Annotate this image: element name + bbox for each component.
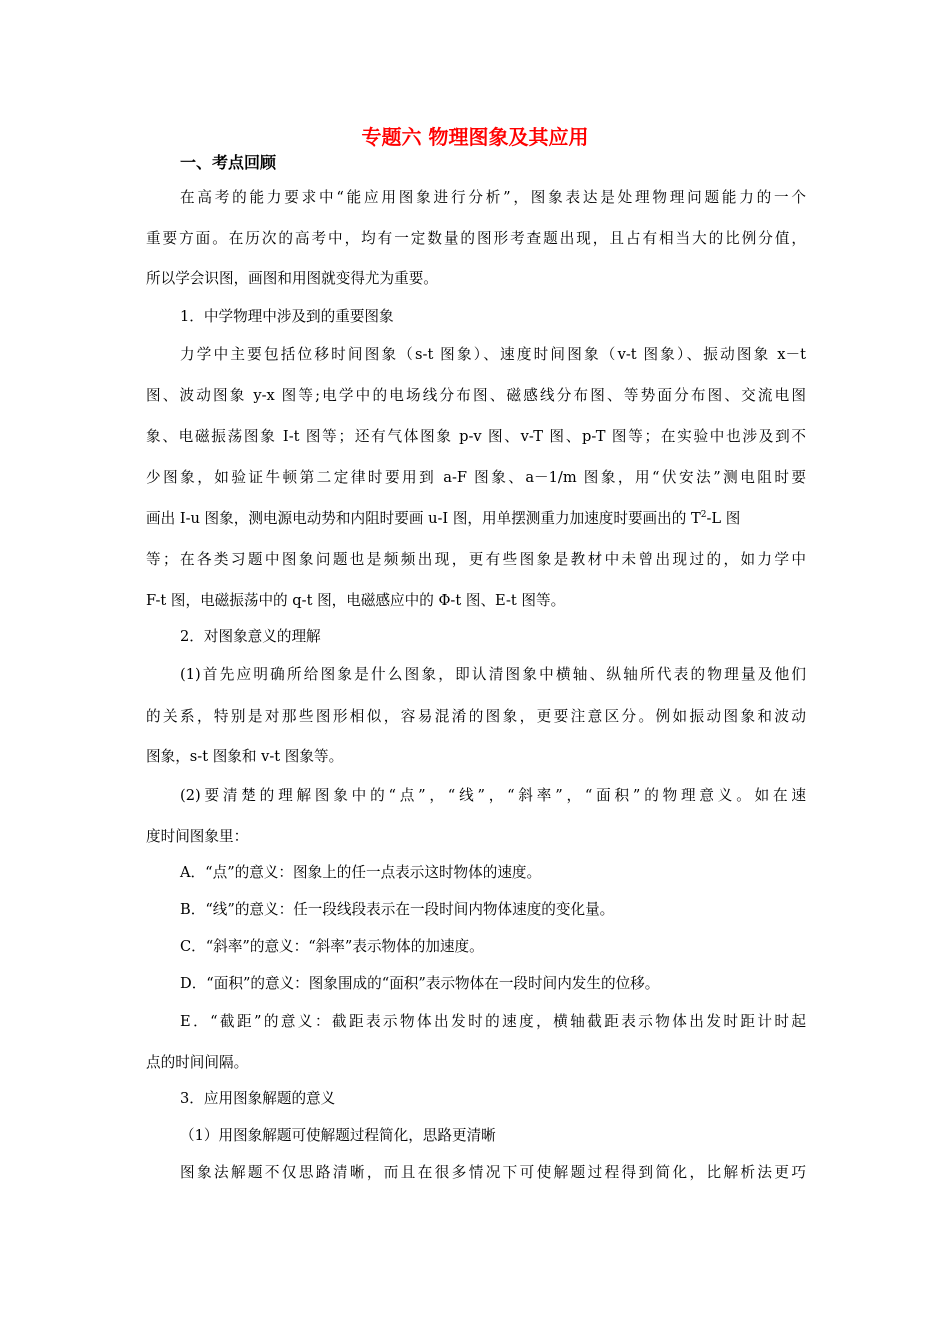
item-heading: 3．应用图象解题的意义 bbox=[180, 1090, 336, 1107]
paragraph-line bbox=[146, 508, 740, 530]
paragraph-line: 重要方面。在历次的高考中，均有一定数量的图形考查题出现，且占有相当大的比例分值， bbox=[146, 230, 806, 247]
sub-heading: （1）用图象解题可使解题过程简化，思路更清晰 bbox=[180, 1127, 496, 1144]
document-title: 专题六 物理图象及其应用 bbox=[361, 125, 589, 149]
paragraph-line: 力学中主要包括位移时间图象（s-t 图象）、速度时间图象（v-t 图象）、振动图象 x－t bbox=[180, 346, 806, 363]
paragraph-line-tail: -L 图 bbox=[706, 510, 741, 527]
paragraph-line: 的关系，特别是对那些图形相似，容易混淆的图象，更要注意区分。例如振动图象和波动 bbox=[146, 708, 806, 725]
section-heading: 一、考点回顾 bbox=[180, 153, 277, 172]
list-item: B．“线”的意义：任一段线段表示在一段时间内物体速度的变化量。 bbox=[180, 901, 615, 918]
item-heading: 1．中学物理中涉及到的重要图象 bbox=[180, 308, 394, 325]
paragraph-line: (1)首先应明确所给图象是什么图象，即认清图象中横轴、纵轴所代表的物理量及他们 bbox=[180, 666, 806, 683]
paragraph-line-text: 画出 I-u 图象，测电源电动势和内阻时要画 u-I 图，用单摆测重力加速度时要画出的 T bbox=[146, 510, 701, 527]
paragraph-line: (2)要清楚的理解图象中的“点”，“线”，“斜率”，“面积”的物理意义。如在速 bbox=[180, 787, 806, 804]
paragraph-line: F-t 图，电磁振荡中的 q-t 图，电磁感应中的 Φ-t 图、E-t 图等。 bbox=[146, 592, 566, 609]
list-item: E．“截距”的意义：截距表示物体出发时的速度，横轴截距表示物体出发时距计时起 bbox=[180, 1013, 806, 1030]
paragraph-line: 图、波动图象 y-x 图等;电学中的电场线分布图、磁感线分布图、等势面分布图、交流电图 bbox=[146, 387, 806, 404]
paragraph-line: 少图象，如验证牛顿第二定律时要用到 a-F 图象、a－1/m 图象，用“伏安法”测电阻时要 bbox=[146, 469, 806, 486]
paragraph-line: 度时间图象里： bbox=[146, 828, 249, 845]
paragraph-line: 所以学会识图，画图和用图就变得尤为重要。 bbox=[146, 270, 438, 287]
paragraph-line: 图象，s-t 图象和 v-t 图象等。 bbox=[146, 748, 344, 765]
item-heading: 2．对图象意义的理解 bbox=[180, 628, 321, 645]
paragraph-line: 图象法解题不仅思路清晰，而且在很多情况下可使解题过程得到简化，比解析法更巧 bbox=[180, 1164, 806, 1181]
list-item-continuation: 点的时间间隔。 bbox=[146, 1054, 249, 1071]
paragraph-line: 等；在各类习题中图象问题也是频频出现，更有些图象是教材中未曾出现过的，如力学中 bbox=[146, 551, 806, 568]
superscript: 2 bbox=[700, 510, 707, 521]
list-item: A．“点”的意义：图象上的任一点表示这时物体的速度。 bbox=[180, 864, 542, 881]
paragraph-line: 象、电磁振荡图象 I-t 图等；还有气体图象 p-v 图、v-T 图、p-T 图等；在实验中也涉及到不 bbox=[146, 428, 806, 445]
list-item: D．“面积”的意义：图象围成的“面积”表示物体在一段时间内发生的位移。 bbox=[180, 975, 660, 992]
paragraph-line: 在高考的能力要求中“能应用图象进行分析”，图象表达是处理物理问题能力的一个 bbox=[180, 189, 806, 206]
list-item: C．“斜率”的意义：“斜率”表示物体的加速度。 bbox=[180, 938, 484, 955]
